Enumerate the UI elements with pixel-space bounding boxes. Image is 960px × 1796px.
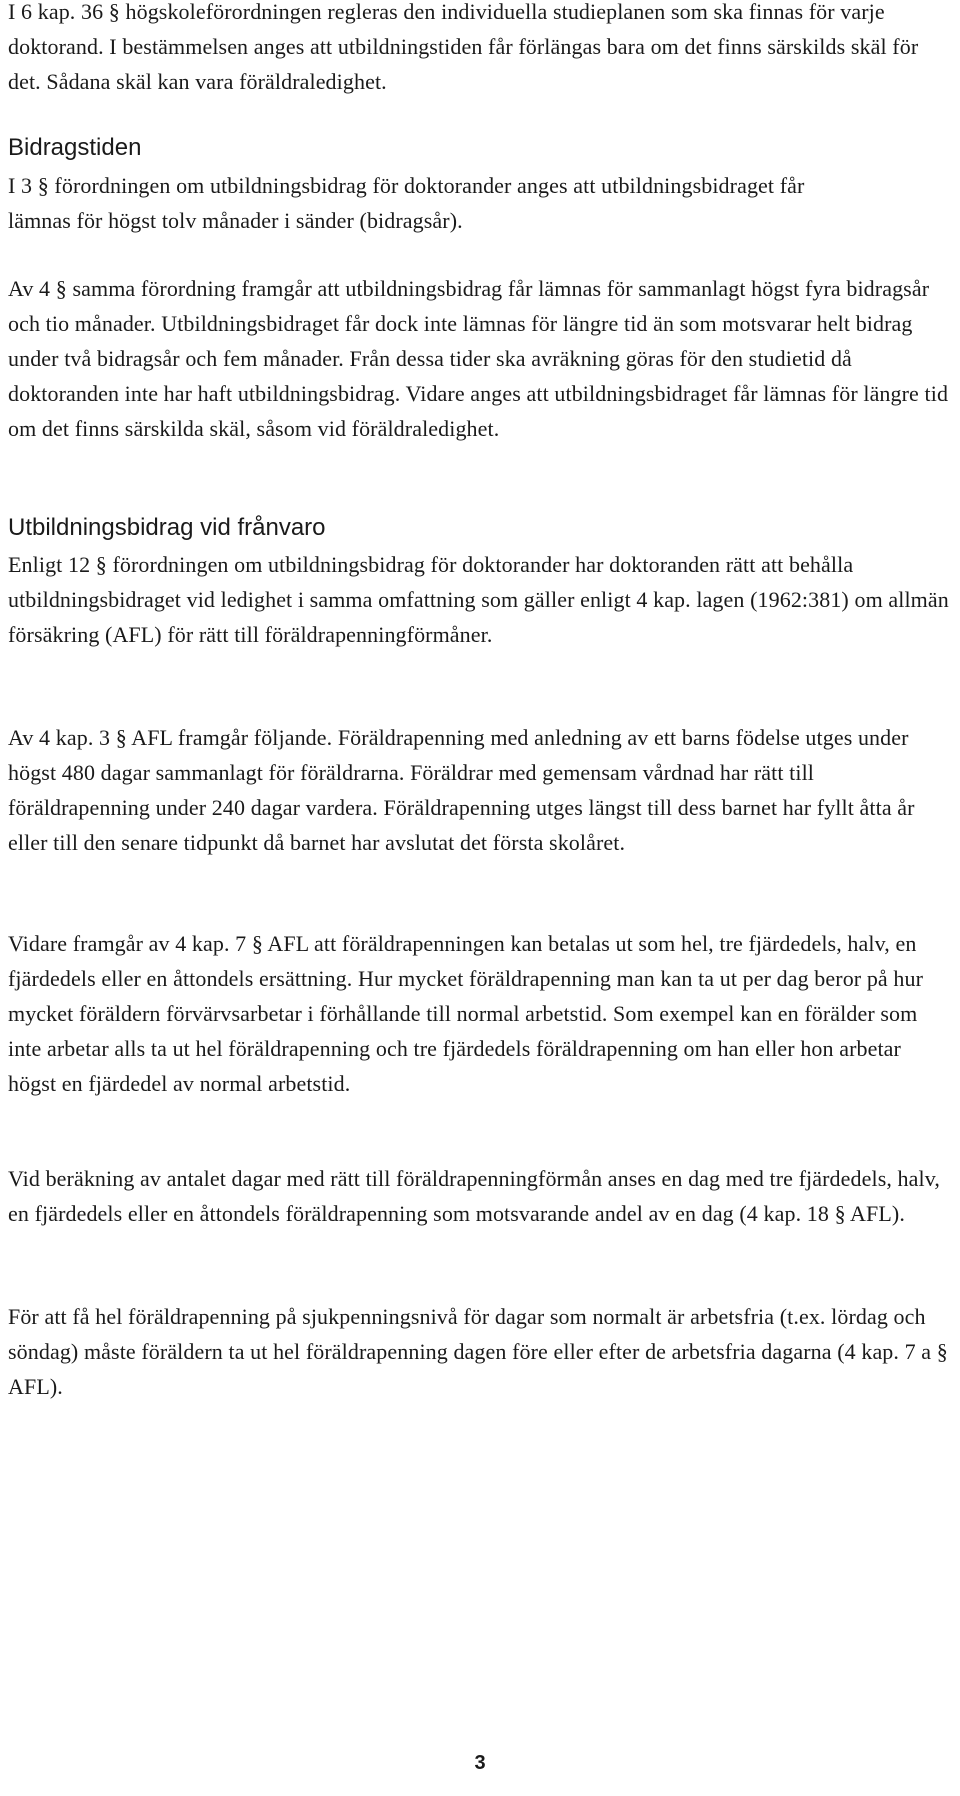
paragraph-sjukpenningsniva: För att få hel föräldrapenning på sjukpenningsnivå för dagar som normalt är arbetsfria (t.ex. lördag och söndag) måste föräldern ta ut hel föräldrapenning dagen före eller efter de arbetsfria dagarna (4 kap. 7 a § AFL).	[8, 1304, 948, 1399]
heading-bidragstiden: Bidragstiden	[8, 134, 142, 161]
paragraph-bidragstid-total: Av 4 § samma förordning framgår att utbildningsbidrag får lämnas för sammanlagt högst fyra bidragsår och tio månader. Utbildningsbidraget får dock inte lämnas för längre tid än som motsvarar helt bidrag under två bidragsår och fem månader. Från dessa tider ska avräkning göras för den studietid då doktoranden inte har haft utbildningsbidrag. Vidare anges att utbildningsbidraget får lämnas för längre tid om det finns särskilda skäl, såsom vid föräldraledighet.	[8, 276, 949, 441]
paragraph-berakning-dagar: Vid beräkning av antalet dagar med rätt till föräldrapenningförmån anses en dag med tre fjärdedels, halv, en fjärdedels eller en åttondels föräldrapenning som motsvarande andel av en dag (4 kap. 18 § AFL).	[8, 1166, 941, 1226]
paragraph-franvaro-rules: Enligt 12 § förordningen om utbildningsbidrag för doktorander har doktoranden rätt att behålla utbildningsbidraget vid ledighet i samma omfattning som gäller enligt 4 kap. lagen (1962:381) om allmän försäkring (AFL) för rätt till föräldrapenningförmåner.	[8, 552, 949, 647]
paragraph-bidragsar: I 3 § förordningen om utbildningsbidrag för doktorander anges att utbildningsbidraget får lämnas för högst tolv månader i sänder (bidragsår).	[8, 173, 805, 233]
page-number: 3	[474, 1752, 486, 1774]
paragraph-afl-foraldrapenning: Av 4 kap. 3 § AFL framgår följande. Föräldrapenning med anledning av ett barns födelse utges under högst 480 dagar sammanlagt för föräldrarna. Föräldrar med gemensam vårdnad har rätt till föräldrapenning under 240 dagar vardera. Föräldrapenning utges längst till dess barnet har fyllt åtta år eller till den senare tidpunkt då barnet har avslutat det första skolåret.	[8, 725, 915, 855]
paragraph-ersattningsnivaer: Vidare framgår av 4 kap. 7 § AFL att föräldrapenningen kan betalas ut som hel, tre fjärdedels, halv, en fjärdedels eller en åttondels ersättning. Hur mycket föräldrapenning man kan ta ut per dag beror på hur mycket föräldern förvärvsarbetar i förhållande till normal arbetstid. Som exempel kan en förälder som inte arbetar alls ta ut hel föräldrapenning och tre fjärdedels föräldrapenning om han eller hon arbetar högst en fjärdedel av normal arbetstid.	[8, 931, 924, 1096]
paragraph-study-plan: I 6 kap. 36 § högskoleförordningen regleras den individuella studieplanen som ska finnas för varje doktorand. I bestämmelsen anges att utbildningstiden får förlängas bara om det finns särskilds skäl för det. Sådana skäl kan vara föräldraledighet.	[8, 0, 919, 94]
heading-utbildningsbidrag-franvaro: Utbildningsbidrag vid frånvaro	[8, 514, 326, 541]
